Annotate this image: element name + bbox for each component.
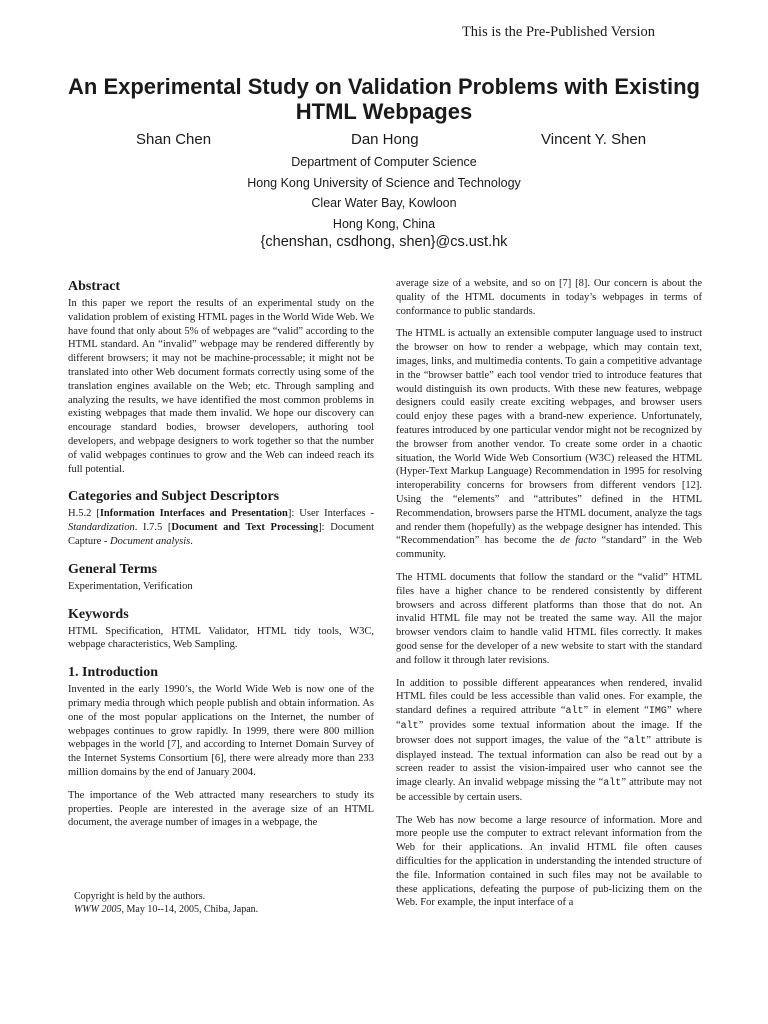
venue-line: WWW 2005, May 10--14, 2005, Chiba, Japan. — [74, 903, 259, 915]
categories-text: H.5.2 [Information Interfaces and Presentation]: User Interfaces - Standardization. I.7.5 [Document and Text Processing]: Document Capture - Document analysis. — [68, 508, 374, 547]
affiliation-line: Hong Kong, China — [332, 216, 436, 231]
general-terms-heading: General Terms — [68, 561, 158, 577]
general-terms-text: Experimentation, Verification — [68, 580, 193, 592]
copyright-footnote — [74, 891, 258, 916]
affiliation-line: Department of Computer Science — [291, 155, 477, 169]
affiliation-line: Clear Water Bay, Kowloon — [311, 196, 457, 210]
abstract-text: In this paper we report the results of an experimental study on the validation problem of existing HTML pages in the World Wide Web. We have found that only about 5% of webpages are “valid” according to the HTML standard. An “invalid” webpage may be rendered differently by different browsers; it may not be machine-processable; it might not be translated into other Web document formats correctly using some of the translation engines available on the Web; etc. Through sampling and analyzing the results, we have identified the most common problems in existing webpages that made them invalid. We hope our discovery can encourage standard bodies, browser developers, authoring tool developers, and webpage designers to work together so that the number of valid webpages continues to grow and the Web can indeed reach its full potential. — [68, 298, 374, 475]
author-3: Vincent Y. Shen — [541, 131, 647, 148]
keywords-text: HTML Specification, HTML Validator, HTML tidy tools, W3C, webpage characteristics, Web Sampling. — [68, 625, 374, 651]
body-paragraph: average size of a website, and so on [7] [8]. Our concern is about the quality of the HTML documents in today’s webpages in terms of conformance to public standards. — [396, 278, 702, 317]
paper-title: An Experimental Study on Validation Problems with Existing HTML Webpages — [68, 74, 700, 124]
body-paragraph: The HTML is actually an extensible computer language used to instruct the browser on how to render a webpage, which may contain text, images, links, and multimedia contents. To gain a competitive advantage in the “browser battle” each tool vendor tried to introduce features that would distinguish its own products. With these new features, webpage designers could easily create exciting webpages, and browser users could enjoy these pages with a brand-new experience. Unfortunately, features introduced by one particular vendor might not be recognized by the browser from another vendor. To create some order in a chaotic situation, the World Wide Web Consortium (W3C) released the HTML (Hyper-Text Markup Language) Recommendation in 1995 for resolving interoperability concerns for browsers from different vendors [12]. Using the “elements” and “attributes” defined in the HTML Recommendation, browsers parse the HTML document, analyze the tags and render them (hopefully) as the webpage designer has intended. This “Recommendation” has become the de facto “standard” in the Web community. — [396, 328, 703, 561]
intro-paragraph-1: Invented in the early 1990’s, the World Wide Web is now one of the primary media through which people publish and obtain information. As one of the most popular applications on the Internet, the number of webpages continues to grow rapidly. In 1999, there were 800 million webpages in the world [7], and according to Internet Domain Survey of the Internet Systems Consortium [6], there were already more than 233 million domains by the end of January 2004. — [68, 684, 374, 778]
author-1: Shan Chen — [136, 131, 212, 148]
pre-published-note: This is the Pre-Published Version — [461, 24, 655, 40]
body-paragraph: In addition to possible different appearances when rendered, invalid HTML files could be less accessible than valid ones. For example, the standard defines a required attribute “alt” in element “IMG” where “alt” provides some textual information about the image. If the browser does not support images, the value of the “alt” attribute is displayed instead. The textual information can also be read out by a screen reader to assist the vision-impaired user who cannot see the image clearly. An invalid webpage missing the “alt” attribute may not be accessible by certain users. — [396, 677, 702, 803]
body-paragraph: The HTML documents that follow the standard or the “valid” HTML files have a higher chance to be rendered consistently by different browsers and across different platforms than those that do not. An invalid HTML file may not be treated the same way. All the major browser vendors claim to handle valid HTML files correctly. It makes good sense for the developer of a new website to start with the standard and follow it through later revisions. — [396, 571, 702, 666]
copyright-line: Copyright is held by the authors. — [74, 891, 206, 902]
introduction-heading: 1. Introduction — [68, 665, 158, 681]
abstract-heading: Abstract — [68, 279, 121, 294]
affiliation-line: Hong Kong University of Science and Technology — [247, 175, 521, 190]
author-2: Dan Hong — [351, 131, 419, 148]
author-emails: {chenshan, csdhong, shen}@cs.ust.hk — [260, 234, 508, 250]
categories-heading: Categories and Subject Descriptors — [68, 489, 280, 505]
intro-paragraph-2: The importance of the Web attracted many researchers to study its properties. People are interested in the average size of an HTML document, the average number of images in a webpage, the — [68, 789, 374, 829]
right-column — [396, 277, 702, 919]
affiliation — [134, 152, 634, 234]
left-column — [68, 278, 374, 839]
keywords-heading: Keywords — [68, 606, 129, 622]
body-paragraph: The Web has now become a large resource of information. More and more people use the computer to extract relevant information from the Web for their applications. An invalid HTML file often causes difficulties for the application in understanding the intended structure of the file. Information contained in such files may not be available to these applications, defeating the purpose of pub-licizing them on the Web. For example, the input interface of a — [396, 814, 702, 909]
